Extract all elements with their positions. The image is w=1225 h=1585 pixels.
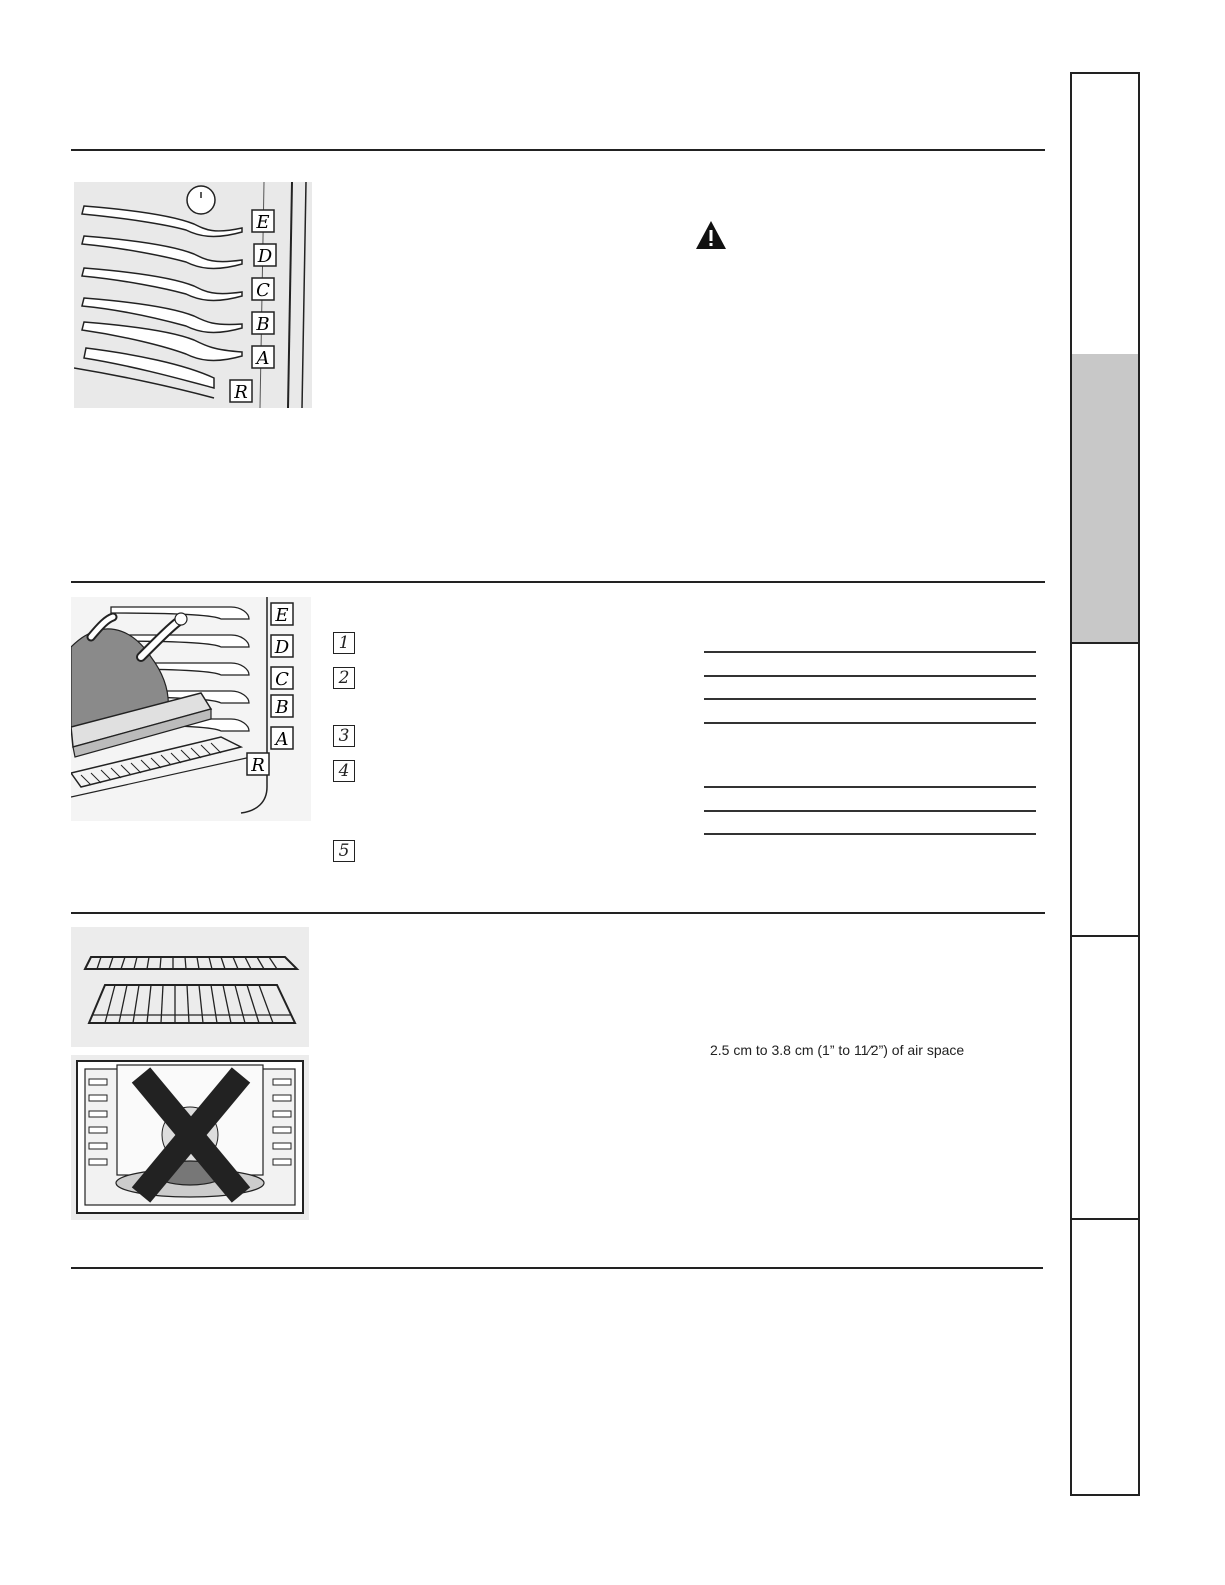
rack-letter-c (252, 278, 274, 301)
air-space-note: 2.5 cm to 3.8 cm (1” to 11⁄2”) of air space (710, 1042, 965, 1058)
turkey-roasting-drawing (71, 597, 311, 821)
flat-racks-drawing (71, 927, 309, 1047)
turkey-rack-letter-d (271, 635, 293, 658)
side-tab-3[interactable] (1072, 642, 1138, 937)
table-rule-1 (704, 651, 1036, 653)
rack-letter-a (252, 346, 274, 369)
oven-racks-illustration (71, 927, 309, 1047)
rack-supports-drawing (74, 182, 312, 408)
section-divider-1 (71, 149, 1045, 151)
step-number-3: 3 (333, 725, 355, 747)
section-divider-4 (71, 1267, 1043, 1269)
turkey-rack-letter-c (271, 667, 293, 690)
side-tab-4[interactable] (1072, 935, 1138, 1220)
rack-positions-illustration (74, 182, 312, 408)
turkey-rack-letter-r (247, 753, 269, 776)
turkey-rack-illustration (71, 597, 311, 821)
table-rule-4 (704, 722, 1036, 724)
svg-text:R: R (251, 755, 265, 776)
svg-text:A: A (275, 729, 289, 750)
table-rule-7 (704, 833, 1036, 835)
table-rule-2 (704, 675, 1036, 677)
side-tab-5[interactable] (1072, 1218, 1138, 1494)
rack-letter-b (252, 312, 274, 335)
side-tab-1[interactable] (1072, 74, 1138, 356)
warning-triangle-icon (695, 220, 727, 250)
side-tab-strip (1070, 72, 1140, 1496)
section-divider-3 (71, 912, 1045, 914)
step-number-2: 2 (333, 667, 355, 689)
svg-text:E: E (256, 212, 270, 233)
section-divider-2 (71, 581, 1045, 583)
table-rule-5 (704, 786, 1036, 788)
table-rule-3 (704, 698, 1036, 700)
svg-text:B: B (275, 697, 289, 718)
step-number-5: 5 (333, 840, 355, 862)
turkey-rack-letter-a (271, 727, 293, 750)
step-number-1: 1 (333, 632, 355, 654)
side-tab-2-active[interactable] (1072, 354, 1138, 644)
svg-text:R: R (234, 382, 248, 403)
svg-text:E: E (275, 605, 289, 626)
svg-text:D: D (257, 246, 273, 267)
rack-letter-e (252, 210, 274, 233)
svg-text:B: B (256, 314, 270, 335)
crossed-out-oven-drawing (71, 1055, 309, 1220)
svg-text:A: A (256, 348, 270, 369)
rack-letter-r (230, 380, 252, 403)
step-number-4: 4 (333, 760, 355, 782)
svg-text:C: C (275, 669, 289, 690)
svg-text:C: C (256, 280, 270, 301)
no-foil-oven-illustration (71, 1055, 309, 1220)
rack-letter-d (254, 244, 276, 267)
turkey-rack-letter-e (271, 603, 293, 626)
turkey-rack-letter-b (271, 695, 293, 718)
svg-text:D: D (274, 637, 290, 658)
table-rule-6 (704, 810, 1036, 812)
